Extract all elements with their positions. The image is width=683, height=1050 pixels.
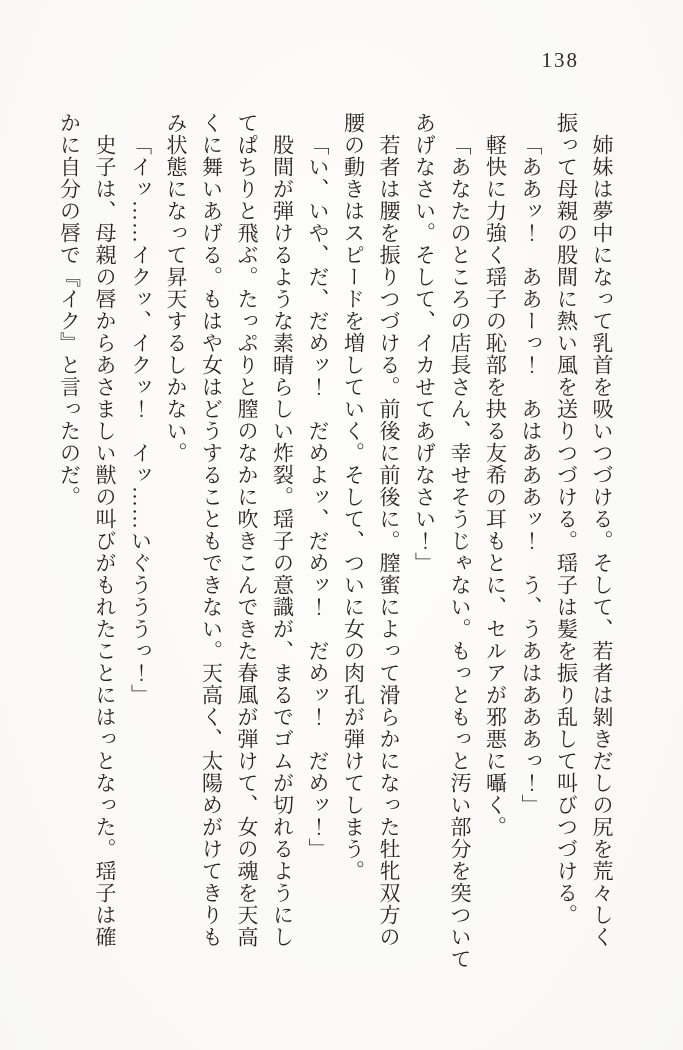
- text-column: 若者は腰を振りつづける。前後に前後に。膣蜜によって滑らかになった牡牝双方の: [377, 134, 401, 948]
- text-column: 振って母親の股間に熱い風を送りつづける。瑶子は髪を振り乱して叫びつづける。: [554, 112, 579, 926]
- text-column: み状態になって昇天するしかない。: [164, 112, 188, 464]
- text-column: くに舞いあげる。もはや女はどうすることもできない。天高く、太陽めがけてきりも: [199, 112, 224, 948]
- page-number: 138: [541, 48, 579, 72]
- text-columns: [51, 112, 619, 970]
- text-column: 軽快に力強く瑶子の恥部を抉る友希の耳もとに、セルアが邪悪に囁く。: [483, 134, 508, 838]
- text-column: 史子は、母親の唇からあさましい獣の叫びがもれたことにはっとなった。瑶子は確: [93, 134, 117, 948]
- text-column: 「イッ……イクッ、イクッ！ イッ……いぐうううっ！」: [128, 134, 153, 706]
- text-column: 腰の動きはスピードを増していく。そして、ついに女の肉孔が弾けてしまう。: [341, 112, 366, 882]
- text-column: 「ああッ！ ああーっ！ あはあああッ！ う、うあはあああっ！」: [519, 134, 543, 816]
- text-column: かに自分の唇で『イク』と言ったのだ。: [57, 112, 82, 508]
- text-column: あげなさい。そして、イカせてあげなさい！」: [412, 112, 437, 574]
- text-column: てぱちりと飛ぶ。たっぷりと膣のなかに吹きこんできた春風が弾けて、女の魂を天高: [235, 112, 259, 948]
- text-column: 姉妹は夢中になって乳首を吸いつづける。そして、若者は剝きだしの尻を荒々しく: [590, 134, 614, 948]
- text-column: 「あなたのところの店長さん、幸せそうじゃない。もっともっと汚い部分を突ついて: [448, 134, 472, 970]
- text-column: 股間が弾けるような素晴らしい炸裂。瑶子の意識が、まるでゴムが切れるようにし: [270, 134, 295, 948]
- text-column: 「い、いや、だ、だめッ！ だめよッ、だめッ！ だめッ！ だめッ！」: [306, 134, 330, 860]
